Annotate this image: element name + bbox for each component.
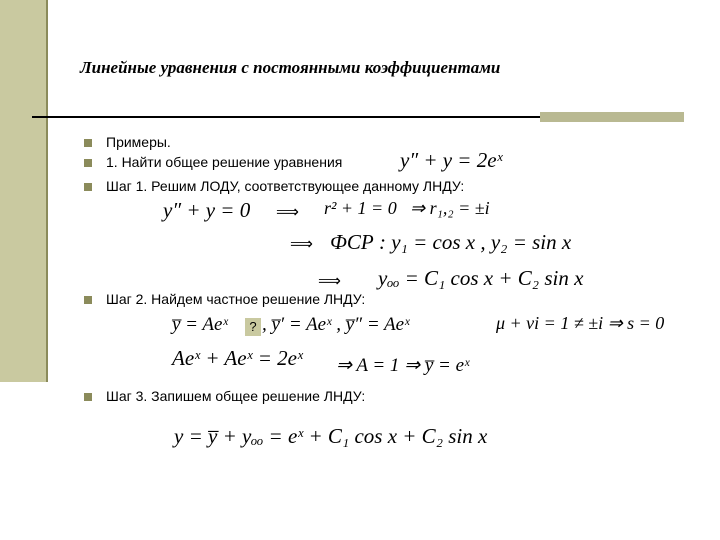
- bullet-marker: [84, 159, 92, 167]
- formula-mu-nu: μ + νi = 1 ≠ ±i ⇒ s = 0: [496, 313, 665, 333]
- title-divider: [32, 116, 552, 118]
- bullet-marker: [84, 393, 92, 401]
- slide-sidebar-edge: [46, 0, 48, 382]
- formula-equation: y″ + y = 2eˣ: [400, 148, 503, 172]
- slide-title: Линейные уравнения с постоянными коэффициентами: [80, 58, 501, 77]
- question-mark-box: ?: [245, 318, 261, 336]
- arrow-2: ⟹: [290, 234, 313, 253]
- bullet-step1: Шаг 1. Решим ЛОДУ, соответствующее данному ЛНДУ:: [106, 178, 465, 194]
- arrow-1: ⟹: [276, 202, 299, 221]
- formula-roots: ⇒ r₁,₂ = ±i: [410, 198, 490, 218]
- formula-fsr: ФСР : y₁ = cos x , y₂ = sin x: [330, 230, 572, 254]
- bullet-marker: [84, 139, 92, 147]
- bullet-step2: Шаг 2. Найдем частное решение ЛНДУ:: [106, 291, 366, 307]
- bullet-step3: Шаг 3. Запишем общее решение ЛНДУ:: [106, 388, 366, 404]
- formula-particular-derivs: , y̅′ = Aeˣ , y̅″ = Aeˣ: [262, 314, 410, 335]
- formula-general-solution: y = y̅ + yₒₒ = eˣ + C₁ cos x + C₂ sin x: [174, 424, 488, 448]
- formula-y-oo: yₒₒ = C₁ cos x + C₂ sin x: [378, 266, 584, 290]
- title-divider-accent: [540, 112, 684, 122]
- formula-particular-guess: y̅ = Aeˣ: [172, 314, 228, 335]
- slide-sidebar-band: [0, 0, 46, 382]
- bullet-marker: [84, 296, 92, 304]
- arrow-3: ⟹: [318, 271, 341, 290]
- formula-lodu: y″ + y = 0: [163, 198, 251, 222]
- bullet-marker: [84, 183, 92, 191]
- formula-result-a: ⇒ A = 1 ⇒ y̅ = eˣ: [336, 355, 470, 376]
- bullet-task: 1. Найти общее решение уравнения: [106, 154, 343, 170]
- formula-substitution: Aeˣ + Aeˣ = 2eˣ: [172, 346, 303, 370]
- bullet-examples: Примеры.: [106, 134, 171, 150]
- formula-char-eq: r² + 1 = 0: [324, 198, 397, 218]
